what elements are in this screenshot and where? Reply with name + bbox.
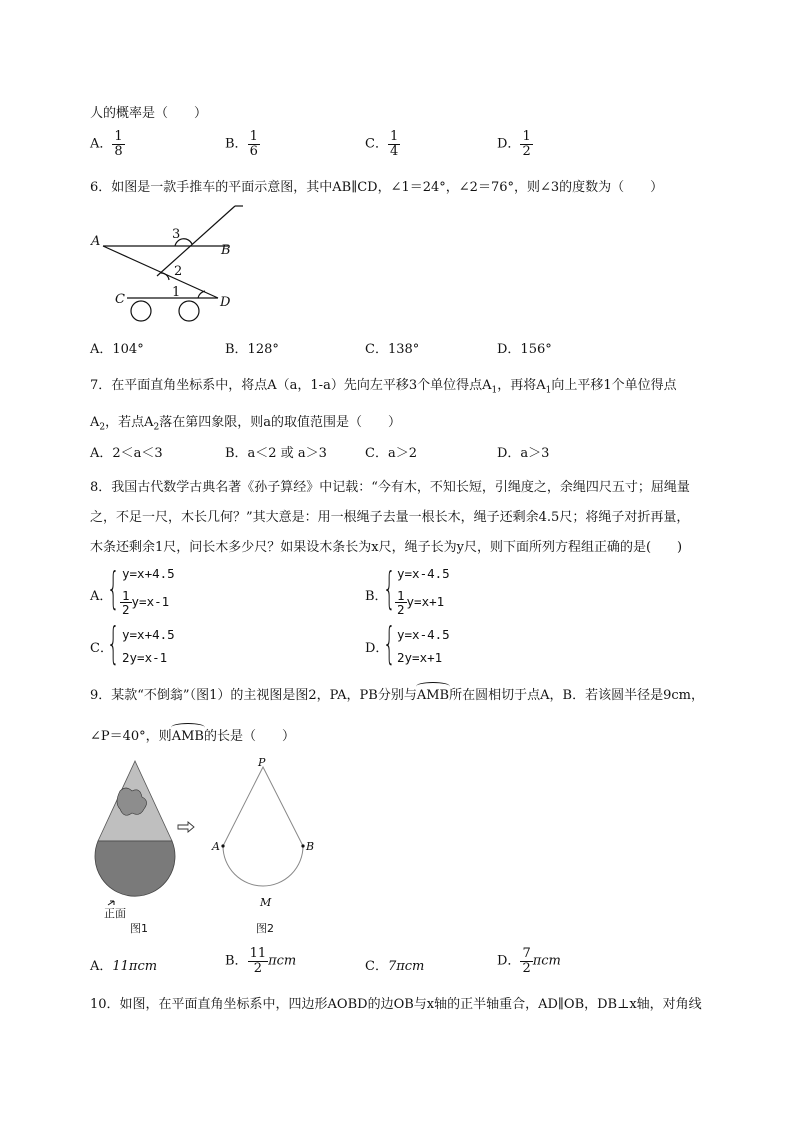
wheel-right: [179, 301, 199, 321]
fraction-denominator: 2: [522, 143, 531, 159]
q7-line1: 7．在平面直角坐标系中，将点A（a，1-a）先向左平移3个单位得点$A_1$，再将$A_1$向上平移1个单位得点: [90, 378, 677, 396]
q7-line2: $A_2$，若点$A_2$落在第四象限，则a的取值范围是（ ）: [90, 415, 402, 433]
fig2-caption: 图2: [256, 922, 274, 935]
q8-option-a-eq1: y=x+4.5: [122, 566, 175, 581]
fraction-numerator: 1: [389, 129, 399, 144]
q8-option-c-eq2: 2y=x-1: [122, 650, 168, 665]
q8-line2: 之，不足一尺，木长几何？”其大意是：用一根绳子去量一根长木，绳子还剩余4.5尺；将绳子对折再量，: [90, 510, 690, 525]
line-ad: [103, 246, 218, 298]
label-b: B: [306, 840, 315, 853]
q6-stem: 6．如图是一款手推车的平面示意图，其中AB∥CD，∠1＝24°，∠2＝76°，则∠3的度数为（ ）: [90, 180, 664, 195]
fig1-caption: 图1: [130, 922, 148, 935]
q8-option-b-eq2: $\frac{1}{2}$ y=x+1: [397, 588, 445, 618]
q8-option-c-label[interactable]: C．: [90, 641, 113, 656]
q5-option-d[interactable]: [497, 130, 533, 158]
q5-option-c[interactable]: [365, 130, 400, 158]
q6-option-b[interactable]: B．128°: [225, 342, 279, 357]
figure-2-front-view: [211, 756, 314, 935]
q8-option-b-brace: {: [383, 563, 396, 614]
q9-line1: 9．某款“不倒翁”（图1）的主视图是图2，PA，PB分别与AMB所在圆相切于点A，B．若该圆半径是9cm，: [90, 688, 704, 703]
q7-option-b[interactable]: B．a＜2 或 a＞3: [225, 446, 327, 461]
q8-line3: 木条还剩余1尺，问长木多少尺？如果设木条长为x尺，绳子长为y尺，则下面所列方程组正确的是( ): [90, 540, 683, 555]
label-a: A: [91, 234, 101, 249]
q8-option-b-eq1: y=x-4.5: [397, 566, 450, 581]
q8-option-a-eq2: $\frac{1}{2}$ y=x-1: [122, 588, 170, 618]
q8-option-d-eq2: 2y=x+1: [397, 650, 443, 665]
fraction-denominator: 8: [114, 143, 123, 159]
option-label: C．: [365, 136, 388, 152]
handle-line: [157, 206, 235, 276]
q9-option-d[interactable]: D． $\frac{7}{2}$ πcm: [497, 946, 561, 976]
option-label: A．: [90, 136, 113, 152]
q6-option-a[interactable]: A．104°: [90, 342, 144, 357]
arc-amb: AMB: [416, 688, 450, 703]
q9-line2: ∠P＝40°，则AMB的长是（ ）: [90, 729, 295, 744]
q8-option-d-label[interactable]: D．: [365, 641, 389, 656]
q5-option-a[interactable]: [90, 130, 125, 158]
q5-option-b[interactable]: [225, 130, 260, 158]
q9-option-c[interactable]: C．7πcm: [365, 959, 425, 974]
q6-option-d[interactable]: D．156°: [497, 342, 552, 357]
transform-arrow-icon: [178, 822, 194, 832]
label-1: 1: [172, 285, 181, 300]
q8-option-a-brace: {: [107, 563, 120, 614]
q8-option-a-label[interactable]: A．: [90, 589, 113, 604]
label-a: A: [212, 840, 220, 853]
wheel-left: [131, 301, 151, 321]
fraction-numerator: 1: [249, 129, 258, 144]
q7-option-a[interactable]: A．2＜a＜3: [90, 446, 163, 461]
q8-option-d-brace: {: [383, 618, 396, 669]
q8-option-c-eq1: y=x+4.5: [122, 627, 175, 642]
arc-amb: AMB: [171, 729, 204, 744]
q7-option-c[interactable]: C．a＞2: [365, 446, 417, 461]
label-p: P: [258, 756, 266, 769]
fraction-numerator: 1: [114, 129, 123, 144]
handcart-figure: [85, 200, 255, 325]
label-2: 2: [174, 264, 183, 279]
q9-option-b[interactable]: B． $\frac{11}{2}$ πcm: [225, 946, 297, 976]
fraction-denominator: 6: [249, 143, 258, 159]
tumbler-figures: [90, 755, 330, 940]
q8-option-b-label[interactable]: B．: [365, 589, 388, 604]
figure-1-tumbler: [95, 761, 175, 935]
angle-2-arc: [161, 273, 169, 280]
label-c: C: [115, 292, 125, 307]
tumbler-base: [95, 841, 175, 896]
q5-stem-tail: 人的概率是（ ）: [90, 106, 208, 121]
front-arrow-icon: [108, 901, 114, 905]
option-label: D．: [497, 136, 521, 152]
fraction-denominator: 4: [389, 143, 399, 159]
label-m: M: [260, 896, 272, 909]
option-label: B．: [225, 136, 248, 152]
q6-option-c[interactable]: C．138°: [365, 342, 420, 357]
q8-option-d-eq1: y=x-4.5: [397, 627, 450, 642]
q8-line1: 8．我国古代数学古典名著《孙子算经》中记载：“今有木，不知长短，引绳度之，余绳四尺五寸；屈绳量: [90, 480, 690, 495]
label-d: D: [220, 295, 231, 310]
front-label: 正面: [104, 907, 126, 920]
q9-option-a[interactable]: A．11πcm: [90, 959, 158, 974]
label-3: 3: [172, 227, 181, 242]
q7-option-d[interactable]: D．a＞3: [497, 446, 550, 461]
q8-option-c-brace: {: [107, 618, 120, 669]
label-b: B: [221, 243, 231, 258]
fraction-numerator: 1: [522, 129, 531, 144]
q10-line1: 10．如图，在平面直角坐标系中，四边形AOBD的边OB与x轴的正半轴重合，AD∥OB，DB⊥x轴，对角线: [90, 997, 702, 1012]
